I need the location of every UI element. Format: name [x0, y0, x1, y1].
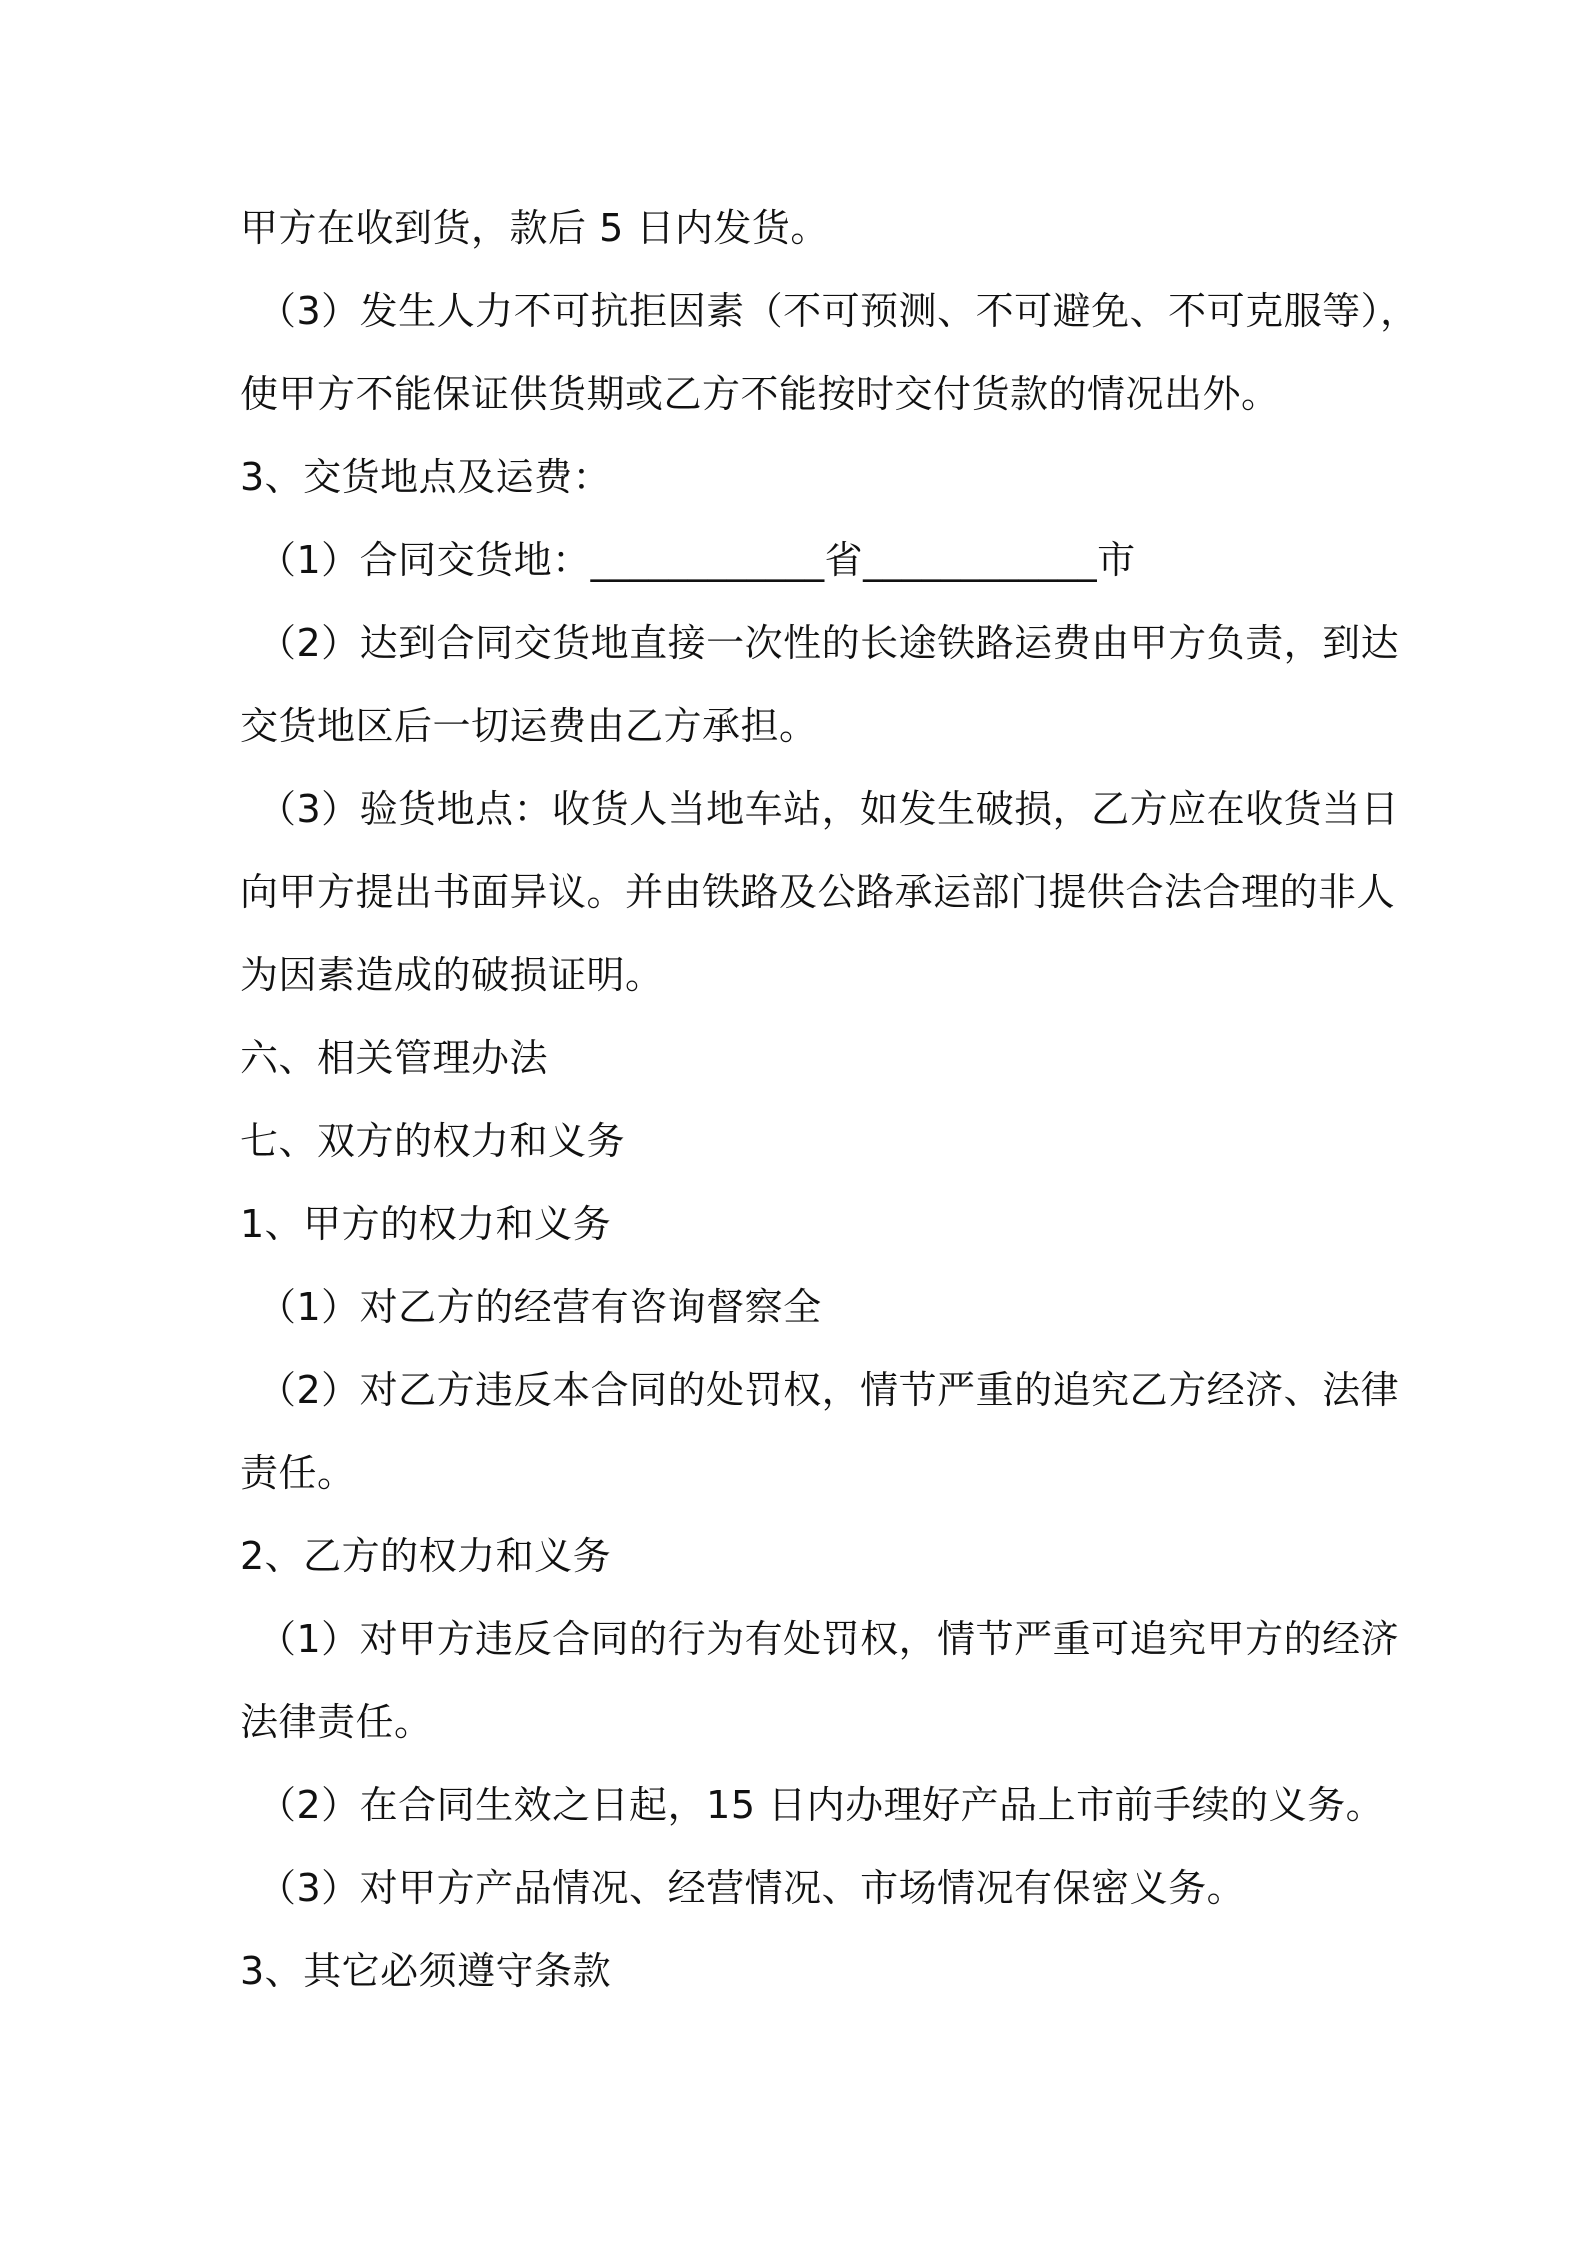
text-line: （1）合同交货地：____________省____________市: [258, 538, 1136, 582]
text-line: （2）达到合同交货地直接一次性的长途铁路运费由甲方负责，到达: [258, 621, 1400, 665]
text-line: （3）验货地点：收货人当地车站，如发生破损，乙方应在收货当日: [258, 787, 1400, 831]
section-heading: 七、双方的权力和义务: [240, 1119, 626, 1163]
text-line: 向甲方提出书面异议。并由铁路及公路承运部门提供合法合理的非人: [240, 870, 1396, 914]
text-line: （1）对甲方违反合同的行为有处罚权，情节严重可追究甲方的经济: [258, 1617, 1400, 1661]
subsection-heading: 1、甲方的权力和义务: [240, 1202, 612, 1246]
section-heading: 3、交货地点及运费：: [240, 455, 612, 499]
text-line: （3）发生人力不可抗拒因素（不可预测、不可避免、不可克服等），: [258, 289, 1419, 333]
text-line: 使甲方不能保证供货期或乙方不能按时交付货款的情况出外。: [240, 372, 1280, 416]
text-line: （1）对乙方的经营有咨询督察全: [258, 1285, 822, 1329]
text-line: （3）对甲方产品情况、经营情况、市场情况有保密义务。: [258, 1866, 1246, 1910]
section-heading: 六、相关管理办法: [240, 1036, 549, 1080]
subsection-heading: 3、其它必须遵守条款: [240, 1949, 612, 1993]
text-line: 为因素造成的破损证明。: [240, 953, 664, 997]
subsection-heading: 2、乙方的权力和义务: [240, 1534, 612, 1578]
text-line: 甲方在收到货，款后 5 日内发货。: [240, 206, 829, 250]
text-line: 交货地区后一切运费由乙方承担。: [240, 704, 818, 748]
text-line: （2）在合同生效之日起，15 日内办理好产品上市前手续的义务。: [258, 1783, 1385, 1827]
text-line: （2）对乙方违反本合同的处罚权，情节严重的追究乙方经济、法律: [258, 1368, 1400, 1412]
text-line: 法律责任。: [240, 1700, 433, 1744]
text-line: 责任。: [240, 1451, 356, 1495]
